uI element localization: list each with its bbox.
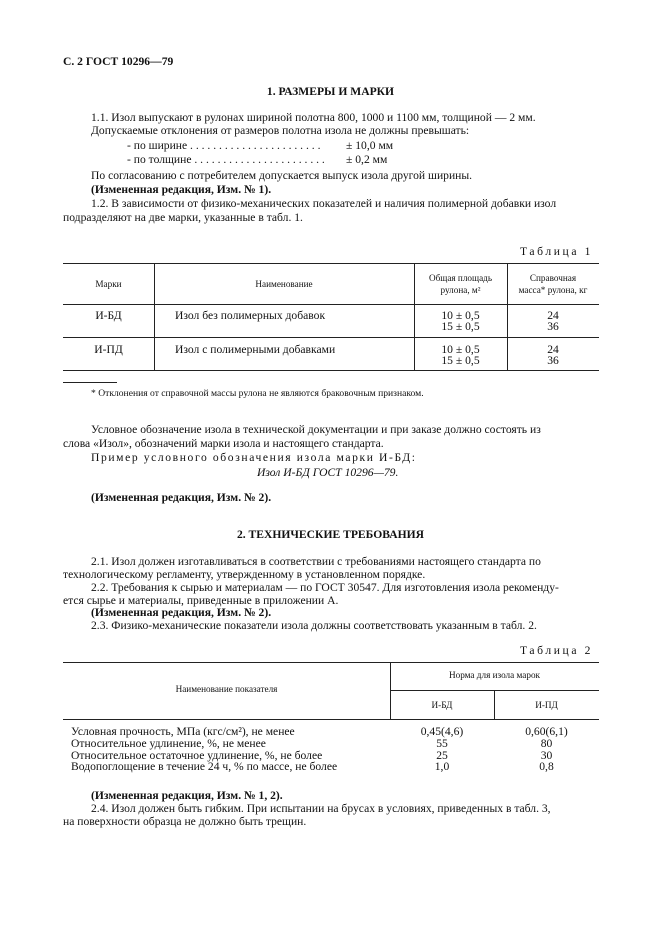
footnote-rule	[63, 382, 117, 383]
paragraph-2-1-line2: технологическому регламенту, утвержденному в установленном порядке.	[63, 568, 426, 581]
tolerance-width-value: ± 10,0 мм	[346, 139, 394, 152]
paragraph-2-2-line2: ется сырье и материалы, приведенные в приложении А.	[63, 594, 339, 607]
table-1-row2-area-a: 10 ± 0,5	[441, 343, 480, 356]
table-2-row3-ipd: 30	[540, 749, 553, 762]
table-1-row2-mass-b: 36	[547, 354, 559, 367]
table-2-row2-ipd: 80	[540, 737, 553, 750]
table-2-row4-ibd: 1,0	[434, 760, 450, 773]
paragraph-1-1-line1: 1.1. Изол выпускают в рулонах шириной полотна 800, 1000 и 1100 мм, толщиной — 2 мм.	[91, 111, 536, 124]
table-2-header-name: Наименование показателя	[175, 684, 278, 694]
table-2-row3-ibd: 25	[436, 749, 448, 762]
table-1-header-mass-line1: Справочная	[529, 273, 577, 283]
table-1-row1-area-a: 10 ± 0,5	[441, 309, 480, 322]
table-2-row1-name: Условная прочность, МПа (кгс/см²), не менее	[71, 725, 295, 738]
table-2-caption: Таблица 2	[520, 644, 593, 657]
table-2-row1-ipd: 0,60(6,1)	[525, 725, 568, 738]
table-1-row1-name: Изол без полимерных добавок	[175, 309, 326, 322]
table-1-row2-mass-a: 24	[547, 343, 559, 356]
designation-line2: слова «Изол», обозначений марки изола и настоящего стандарта.	[63, 437, 384, 450]
table-1-footnote: * Отклонения от справочной массы рулона не являются браковочным признаком.	[91, 388, 424, 399]
paragraph-1-1-line2: Допускаемые отклонения от размеров полотна изола не должны превышать:	[91, 124, 470, 137]
example-intro: Пример условного обозначения изола марки И-БД:	[91, 451, 417, 464]
designation-line1: Условное обозначение изола в технической документации и при заказе должно состоять из	[91, 423, 541, 436]
edition-note-3: (Измененная редакция, Изм. № 2).	[91, 606, 272, 619]
table-1-header-name: Наименование	[255, 279, 313, 289]
agreement-text: По согласованию с потребителем допускается выпуск изола другой ширины.	[91, 169, 473, 182]
table-2-row2-ibd: 55	[436, 737, 448, 750]
table-1-row2-area-b: 15 ± 0,5	[441, 354, 480, 367]
table-2-row1-ibd: 0,45(4,6)	[420, 725, 464, 738]
paragraph-2-2-line1: 2.2. Требования к сырью и материалам — по ГОСТ 30547. Для изготовления изола рекоменду-	[91, 581, 559, 594]
table-2-header-norm: Норма для изола марок	[449, 670, 540, 680]
table-1-header-area-line2: рулона, м²	[440, 285, 481, 295]
tolerance-width-label: - по ширине . . . . . . . . . . . . . . . . . . . . . . .	[127, 139, 321, 152]
table-1-row2-name: Изол с полимерными добавками	[175, 343, 336, 356]
edition-note-2: (Измененная редакция, Изм. № 2).	[91, 491, 272, 504]
table-1-row1-area-b: 15 ± 0,5	[441, 320, 480, 333]
table-2-row4-name: Водопоглощение в течение 24 ч, % по массе, не более	[71, 760, 338, 773]
paragraph-1-2-line2: подразделяют на две марки, указанные в табл. 1.	[63, 211, 303, 224]
tolerance-thickness-label: - по толщине . . . . . . . . . . . . . . . . . . . . . . .	[127, 153, 325, 166]
tolerance-thickness-value: ± 0,2 мм	[346, 153, 388, 166]
paragraph-1-2-line1: 1.2. В зависимости от физико-механических показателей и наличия полимерной добавки изол	[91, 197, 557, 210]
section-2-title: 2. ТЕХНИЧЕСКИЕ ТРЕБОВАНИЯ	[236, 528, 425, 541]
table-1-header-area-line1: Общая площадь	[428, 273, 493, 283]
edition-note-4: (Измененная редакция, Изм. № 1, 2).	[91, 789, 283, 802]
page-header: С. 2 ГОСТ 10296—79	[63, 55, 174, 68]
table-1-row1-mark: И-БД	[95, 309, 122, 322]
paragraph-2-1-line1: 2.1. Изол должен изготавливаться в соответствии с требованиями настоящего стандарта по	[91, 555, 541, 568]
table-1-row1-mass-b: 36	[547, 320, 559, 333]
edition-note-1: (Измененная редакция, Изм. № 1).	[91, 183, 272, 196]
table-2-row2-name: Относительное удлинение, %, не менее	[71, 737, 266, 750]
paragraph-2-4-line1: 2.4. Изол должен быть гибким. При испытании на брусах в условиях, приведенных в табл. 3,	[91, 802, 551, 815]
example-designation: Изол И-БД ГОСТ 10296—79.	[257, 466, 399, 479]
table-1-header-mass-line2: масса* рулона, кг	[518, 285, 588, 295]
table-2-row4-ipd: 0,8	[539, 760, 554, 773]
table-2-row3-name: Относительное остаточное удлинение, %, не более	[71, 749, 323, 762]
paragraph-2-3: 2.3. Физико-механические показатели изола должны соответствовать указанным в табл. 2.	[91, 619, 537, 632]
table-1-row2-mark: И-ПД	[94, 343, 123, 356]
table-2-header-ibd: И-БД	[431, 700, 453, 710]
paragraph-2-4-line2: на поверхности образца не должно быть трещин.	[63, 815, 307, 828]
section-1-title: 1. РАЗМЕРЫ И МАРКИ	[266, 85, 395, 98]
table-1-header-marks: Марки	[95, 279, 122, 289]
table-2-header-ipd: И-ПД	[535, 700, 558, 710]
table-1-row1-mass-a: 24	[547, 309, 559, 322]
table-1-caption: Таблица 1	[520, 245, 593, 258]
